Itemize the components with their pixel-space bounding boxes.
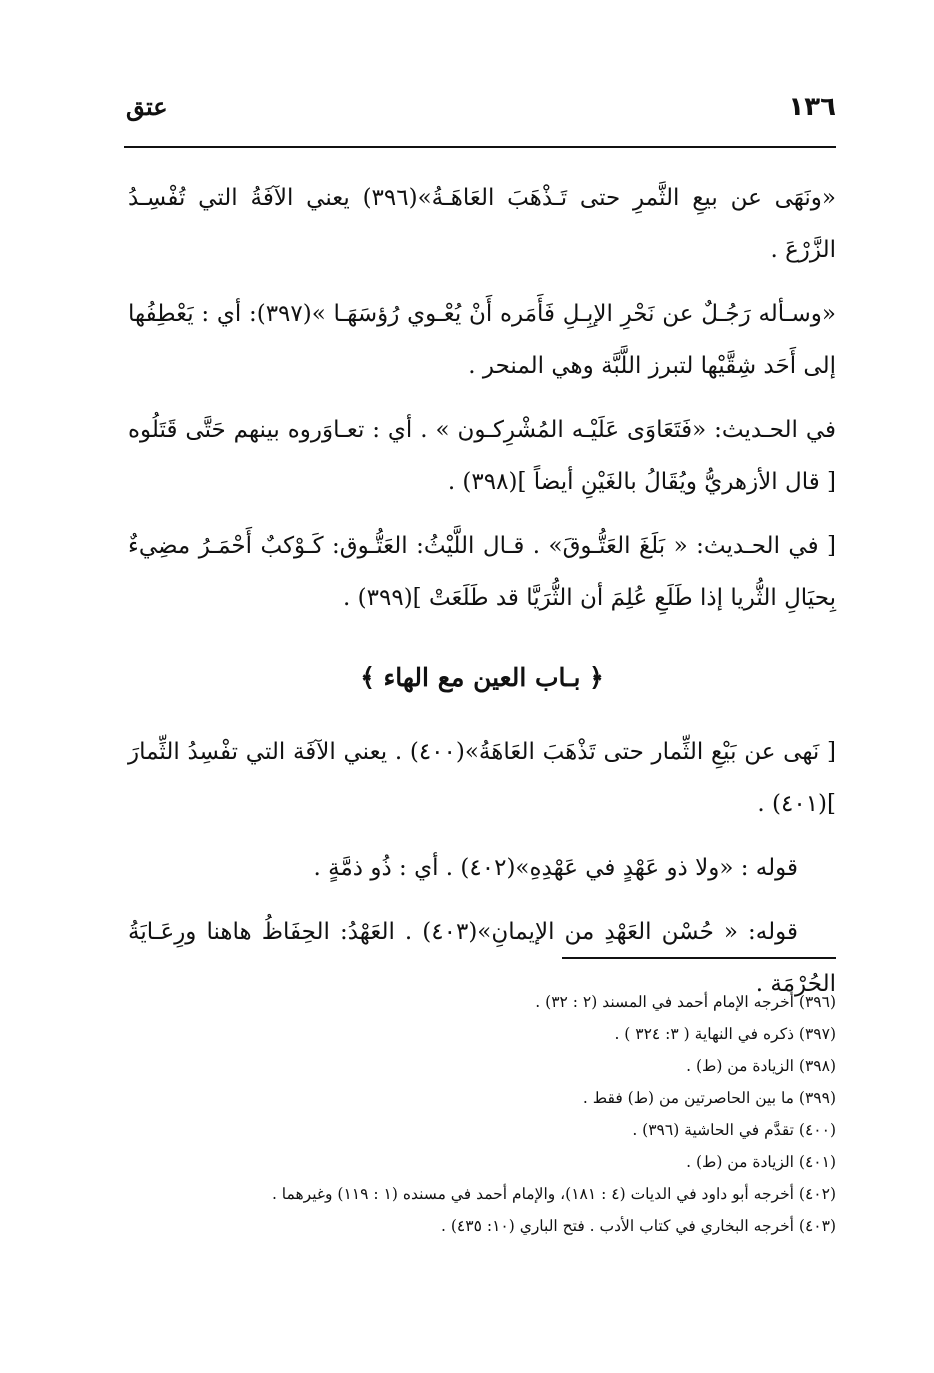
footnote: (٤٠٢) أخرجه أبو داود في الديات (٤ : ١٨١)، والإمام أحمد في مسنده (١ : ١١٩) وغيرهما .	[271, 1185, 836, 1203]
footnote: (٤٠٣) أخرجه البخاري في كتاب الأدب . فتح الباري (١٠: ٤٣٥) .	[441, 1217, 836, 1235]
paragraph: [ في الحـديث: « بَلَغَ العَتُّـوقَ» . قـال اللَّيْثُ: العَتُّـوق: كَـوْكبٌ أَحْمَـرُ مضِيءٌ بِحيَالِ الثُّريا إذا طَلَعِ عُلِمَ أن الثُّرَيَّا قد طَلَعَتْ ](٣٩٩) .	[128, 533, 836, 611]
footnote: (٣٩٩) ما بين الحاصرتين من (ط) فقط .	[582, 1089, 836, 1107]
footnote-rule	[562, 957, 836, 959]
footnote: (٤٠١) الزيادة من (ط) .	[686, 1153, 836, 1171]
footnote: (٤٠٠) تقدَّم في الحاشية (٣٩٦) .	[632, 1121, 836, 1139]
header-rule	[124, 146, 836, 148]
main-text	[128, 172, 836, 1010]
footnote: (٣٩٧) ذكره في النهاية ( ٣: ٣٢٤ ) .	[614, 1025, 836, 1043]
paragraph: «وسـأله رَجُـلٌ عن نَحْرِ الإبِـلِ فَأَمَره أَنْ يُعْـوي رُؤسَهَـا »(٣٩٧): أي : يَعْطِفُها إلى أَحَد شِقَّيْها لتبرز اللَّبَّة وهي المنحر .	[128, 301, 836, 379]
paragraph: قوله : «ولا ذو عَهْدٍ في عَهْدِهِ»(٤٠٢) . أي : ذُو ذمَّةٍ .	[313, 855, 798, 881]
running-title: عتق	[126, 92, 168, 121]
paragraph: قوله: « حُسْن العَهْدِ من الإيمانِ»(٤٠٣) . العَهْدُ: الحِفَاظُ هاهنا ورِعَـايَةُ الحُرْمَة .	[128, 919, 836, 997]
footnote: (٣٩٦) أخرجه الإمام أحمد في المسند (٢ : ٣٢) .	[535, 993, 836, 1011]
page-header	[126, 92, 836, 132]
section-heading: ﴿ بـاب العين مع الهاء ﴾	[360, 663, 604, 692]
page-number: ١٣٦	[788, 92, 836, 122]
paragraph: «ونَهَى عن بيعِ الثَّمرِ حتى تَـذْهَبَ العَاهَـةُ»(٣٩٦) يعني الآفَةُ التي تُفْسِـدُ الزَّرْعَ .	[128, 185, 836, 263]
paragraph: في الحـديث: «فَتَعَاوَى عَلَيْـه المُشْرِكـون » . أي : تعـاوَروه بينهم حَتَّى قَتَلُوه [ قال الأزهريُّ ويُقَالُ بالغَيْنِ أيضاً ](٣٩٨) .	[128, 417, 836, 495]
paragraph: [ نَهى عن بَيْعِ الثِّمار حتى تَذْهَبَ العَاهَةُ»(٤٠٠) . يعني الآفَة التي تفْسِدُ الثِّمارَ ](٤٠١) .	[128, 739, 836, 817]
footnote: (٣٩٨) الزيادة من (ط) .	[686, 1057, 836, 1075]
footnotes	[128, 986, 836, 1242]
